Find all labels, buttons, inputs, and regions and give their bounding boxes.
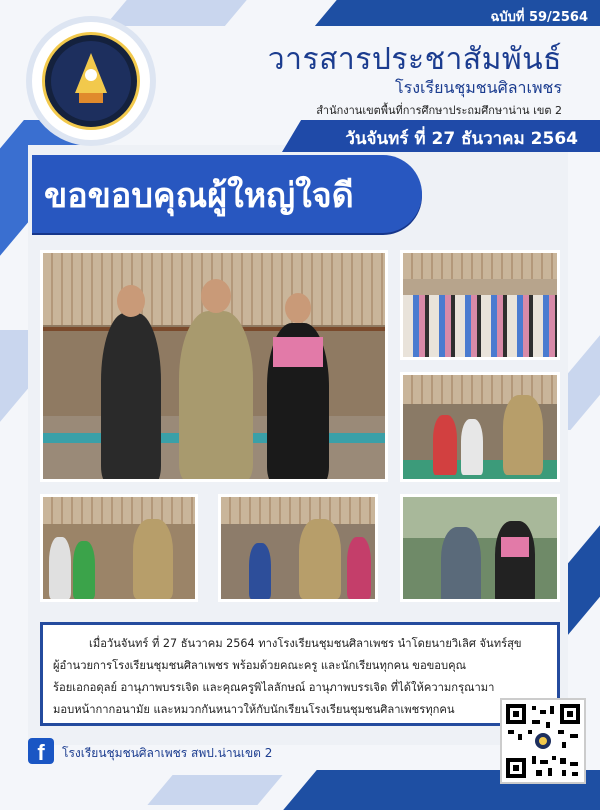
article-line: ผู้อำนวยการโรงเรียนชุมชนศิลาเพชร พร้อมด้วยคณะครู และนักเรียนทุกคน ขอขอบคุณ xyxy=(53,659,466,672)
article-line: มอบหน้ากากอนามัย และหมวกกันหนาวให้กับนักเรียนโรงเรียนชุมชนศิลาเพชรทุกคน xyxy=(53,703,455,716)
issue-number: ฉบับที่ 59/2564 xyxy=(490,10,588,25)
school-name: โรงเรียนชุมชนศิลาเพชร xyxy=(395,78,562,97)
bg-stripe-bottom-light xyxy=(147,775,282,805)
photo-bottom-3 xyxy=(400,494,560,602)
issue-date: วันจันทร์ ที่ 27 ธันวาคม 2564 xyxy=(345,129,578,149)
office-name: สำนักงานเขตพื้นที่การศึกษาประถมศึกษาน่าน เขต 2 xyxy=(316,104,562,117)
qr-code-icon[interactable] xyxy=(500,698,586,784)
article-line: เมื่อวันจันทร์ ที่ 27 ธันวาคม 2564 ทางโรงเรียนชุมชนศิลาเพชร นำโดยนายวิเลิศ จันทร์สุข xyxy=(89,637,522,650)
facebook-icon[interactable]: f xyxy=(28,738,54,764)
photo-bottom-1 xyxy=(40,494,198,602)
school-logo-icon xyxy=(42,32,140,130)
photo-bottom-2 xyxy=(218,494,378,602)
article-text xyxy=(40,622,560,726)
article-line: ร้อยเอกอดุลย์ อานุภาพบรรเจิด และคุณครูพิไลลักษณ์ อานุภาพบรรเจิด ที่ได้ให้ความกรุณามา xyxy=(53,681,495,694)
bg-stripe-top-light xyxy=(105,0,255,26)
photo-top-right xyxy=(400,250,560,360)
photo-middle-right xyxy=(400,372,560,482)
photo-main xyxy=(40,250,388,482)
newsletter-title: วารสารประชาสัมพันธ์ xyxy=(267,42,562,77)
headline: ขอขอบคุณผู้ใหญ่ใจดี xyxy=(44,176,354,216)
facebook-page-link[interactable]: โรงเรียนชุมชนศิลาเพชร สพป.น่านเขต 2 xyxy=(62,746,273,760)
